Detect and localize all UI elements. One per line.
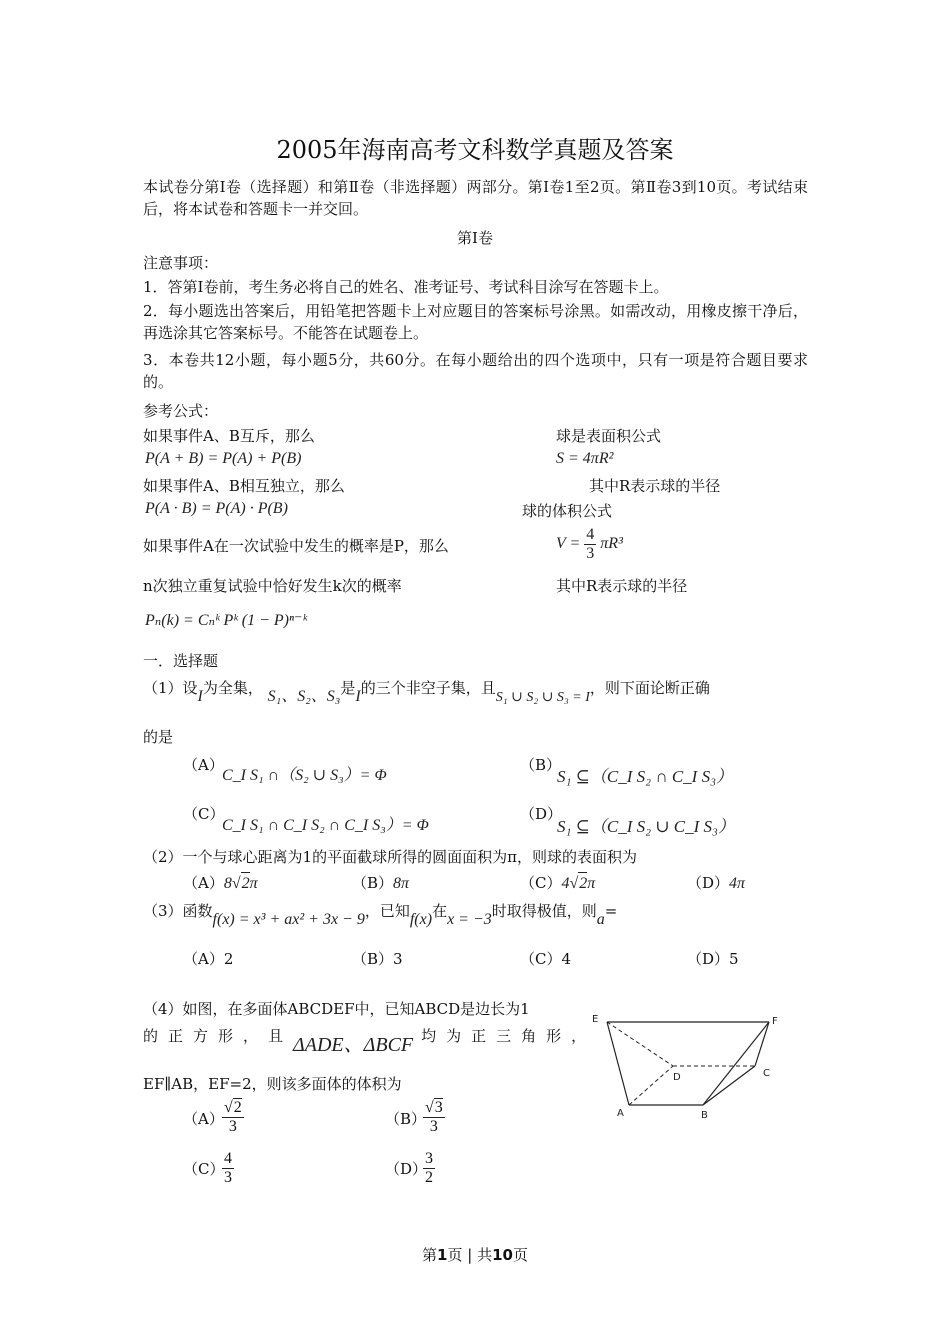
q2-option-c-expr (561, 875, 595, 892)
q1-var-I-2: I (355, 688, 361, 705)
note-1: 1．答第Ⅰ卷前，考生务必将自己的姓名、准考证号、考试科目涂写在答题卡上。 (143, 278, 669, 296)
q4-c-num: 4 (224, 1150, 232, 1167)
intro-paragraph: 本试卷分第Ⅰ卷（选择题）和第Ⅱ卷（非选择题）两部分。第Ⅰ卷1至2页。第Ⅱ卷3到10页。考试结束后，将本试卷和答题卡一并交回。 (143, 178, 808, 218)
q2-option-a-expr (224, 875, 258, 892)
footer-post: 页 (512, 1246, 528, 1264)
q4-a-root-sign: √ (224, 1099, 233, 1116)
q1-option-c: C_I S₁ ∩ C_I S₂ ∩ C_I S₃）= Φ (222, 817, 429, 834)
q1-option-b-label: （B） (520, 756, 562, 774)
q1-option-b: S₁ ⊆（C_I S₂ ∩ C_I S₃） (557, 767, 734, 786)
q3-mid2: 在 (432, 902, 448, 920)
q4-option-a (222, 1098, 244, 1136)
q1-condition: S₁ ∪ S₂ ∪ S₃ = I (495, 690, 590, 705)
volume-fraction (584, 526, 596, 563)
q4-a-radicand: 2 (233, 1099, 242, 1116)
note-3: 3．本卷共12小题，每小题5分，共60分。在每小题给出的四个选项中，只有一项是符合题目要求的。 (143, 351, 808, 391)
formula-note-radius-1: 其中R表示球的半径 (589, 477, 721, 495)
footer-mid: 页 | 共 (447, 1246, 493, 1264)
q4-option-d-label: （D） (385, 1160, 428, 1178)
q2-option-b-label: （B） (352, 874, 394, 892)
volume-denominator: 3 (586, 545, 595, 562)
q1-mid2: 是 (340, 679, 356, 697)
formula-binomial: Pₙ(k) = Cₙᵏ Pᵏ (1 − P)ⁿ⁻ᵏ (145, 612, 307, 629)
formula-label-binomial: n次独立重复试验中恰好发生k次的概率 (143, 577, 402, 595)
q2-option-d-label: （D） (687, 874, 730, 892)
q3-suffix: = (604, 902, 618, 920)
q3-option-c: （C）4 (520, 950, 572, 968)
q3-xval: x = −3 (447, 911, 492, 928)
q1-prefix: （1）设 (143, 679, 198, 697)
q3-prefix: （3）函数 (143, 902, 213, 920)
formula-label-sphere-area: 球是表面积公式 (556, 427, 662, 445)
note-2: 2．每小题选出答案后，用铅笔把答题卡上对应题目的答案标号涂黑。如需改动，用橡皮擦干净后，再选涂其它答案标号。不能答在试题卷上。 (143, 302, 808, 342)
q4-option-c-label: （C） (183, 1160, 225, 1178)
q4-option-b (423, 1098, 445, 1136)
q4-d-fraction (423, 1150, 435, 1187)
footer-total-pages: 10 (492, 1246, 513, 1264)
q2-c-root-sign: √ (569, 875, 579, 892)
formula-label-prob: 如果事件A在一次试验中发生的概率是P，那么 (143, 537, 449, 555)
q3-option-d: （D）5 (687, 950, 739, 968)
q4-a-fraction (222, 1098, 244, 1136)
q4-b-num (423, 1098, 445, 1118)
q3-option-b: （B）3 (352, 950, 403, 968)
q2-option-b (352, 872, 409, 895)
section-title: 第Ⅰ卷 (457, 229, 493, 247)
q2-a-pi: π (249, 875, 258, 892)
formula-label-sphere-volume: 球的体积公式 (522, 502, 613, 520)
label-F: F (772, 1016, 778, 1027)
q4-d-num: 3 (425, 1150, 433, 1167)
q4-a-num (222, 1098, 244, 1118)
footer-page-number: 1 (437, 1246, 448, 1264)
q1-suffix: ，则下面论断正确 (589, 679, 710, 697)
q1-mid1: 为全集， (202, 679, 263, 697)
question-4-line-1: （4）如图，在多面体ABCDEF中，已知ABCD是边长为1 (143, 1000, 530, 1018)
edge-FB (703, 1022, 769, 1105)
volume-rhs: πR³ (600, 535, 623, 553)
q4-option-c (222, 1150, 234, 1187)
q1-option-c-label: （C） (183, 805, 225, 823)
q2-option-a-label: （A） (183, 874, 224, 892)
q1-sets: S₁、S₂、S₃ (267, 688, 341, 705)
edge-AD (629, 1066, 673, 1105)
formula-exclusive: P(A + B) = P(A) + P(B) (145, 450, 302, 467)
q1-mid3: 的三个非空子集，且 (360, 679, 496, 697)
notes-heading: 注意事项： (143, 254, 219, 272)
question-4-line-3: EF∥AB，EF=2，则该多面体的体积为 (143, 1075, 402, 1093)
q4-b-radicand: 3 (434, 1099, 443, 1116)
q3-option-a: （A）2 (183, 950, 234, 968)
q4-b-root-sign: √ (425, 1099, 434, 1116)
question-1 (143, 677, 710, 705)
q2-a-coef: 8 (223, 875, 232, 892)
q4-line2a: 的正方形，且 (143, 1027, 294, 1045)
q4-b-den: 3 (429, 1118, 438, 1135)
formula-independent: P(A · B) = P(A) · P(B) (145, 500, 288, 517)
q3-var: a (596, 911, 605, 928)
q4-option-a-label: （A） (183, 1110, 224, 1128)
q1-option-a: C_I S₁ ∩（S₂ ∪ S₃）= Φ (222, 767, 387, 784)
q1-continuation: 的是 (143, 728, 174, 746)
part-heading: 一．选择题 (143, 652, 219, 670)
q2-option-d (687, 872, 745, 895)
q4-c-fraction (222, 1150, 234, 1187)
q3-mid3: 时取得极值，则 (491, 902, 597, 920)
formula-sphere-volume (556, 526, 623, 563)
formula-label-exclusive: 如果事件A、B互斥，那么 (143, 427, 315, 445)
question-4-line-2 (143, 1024, 597, 1056)
label-C: C (763, 1068, 770, 1079)
q2-option-a (183, 872, 258, 895)
question-3 (143, 900, 618, 928)
q2-a-root-sign: √ (231, 875, 241, 892)
q4-option-d (423, 1150, 435, 1187)
q3-fx: f(x) (409, 911, 433, 928)
q2-option-d-expr: 4π (729, 875, 746, 892)
label-D: D (673, 1072, 681, 1083)
page-footer (0, 1244, 950, 1265)
formula-note-radius-2: 其中R表示球的半径 (556, 577, 688, 595)
q2-c-coef: 4 (561, 875, 570, 892)
label-E: E (592, 1014, 599, 1025)
page-title: 2005年海南高考文科数学真题及答案 (276, 136, 674, 164)
q1-option-a-label: （A） (183, 756, 224, 774)
label-A: A (617, 1108, 624, 1119)
q2-option-b-expr: 8π (393, 875, 410, 892)
q4-triangles: ΔADE、ΔBCF (293, 1034, 414, 1056)
q2-option-c (520, 872, 595, 895)
formulas-heading: 参考公式： (143, 402, 219, 420)
q4-b-fraction (423, 1098, 445, 1136)
q2-c-pi: π (587, 875, 596, 892)
q4-a-den: 3 (228, 1118, 237, 1135)
edge-FC (755, 1022, 769, 1066)
volume-lhs: V = (556, 535, 581, 553)
footer-pre: 第 (422, 1246, 438, 1264)
q3-mid1: ，已知 (364, 902, 410, 920)
q1-option-d-label: （D） (520, 805, 563, 823)
q4-option-b-label: （B） (385, 1110, 427, 1128)
q2-option-c-label: （C） (520, 874, 562, 892)
q2-a-radicand: 2 (241, 872, 250, 895)
q1-option-d: S₁ ⊆（C_I S₂ ∪ C_I S₃） (557, 817, 735, 836)
q4-line2b: 均为正三角形， (421, 1027, 597, 1045)
q4-d-den: 2 (425, 1169, 433, 1186)
formula-sphere-area: S = 4πR² (556, 450, 614, 467)
q1-var-I: I (197, 688, 203, 705)
q3-function: f(x) = x³ + ax² + 3x − 9 (212, 911, 365, 928)
formula-label-independent: 如果事件A、B相互独立，那么 (143, 477, 345, 495)
q2-c-radicand: 2 (578, 872, 587, 895)
q4-c-den: 3 (224, 1169, 232, 1186)
label-B: B (701, 1110, 708, 1121)
volume-numerator: 4 (586, 526, 595, 543)
polyhedron-figure (585, 1010, 785, 1125)
question-2: （2）一个与球心距离为1的平面截球所得的圆面面积为π，则球的表面积为 (143, 848, 637, 866)
